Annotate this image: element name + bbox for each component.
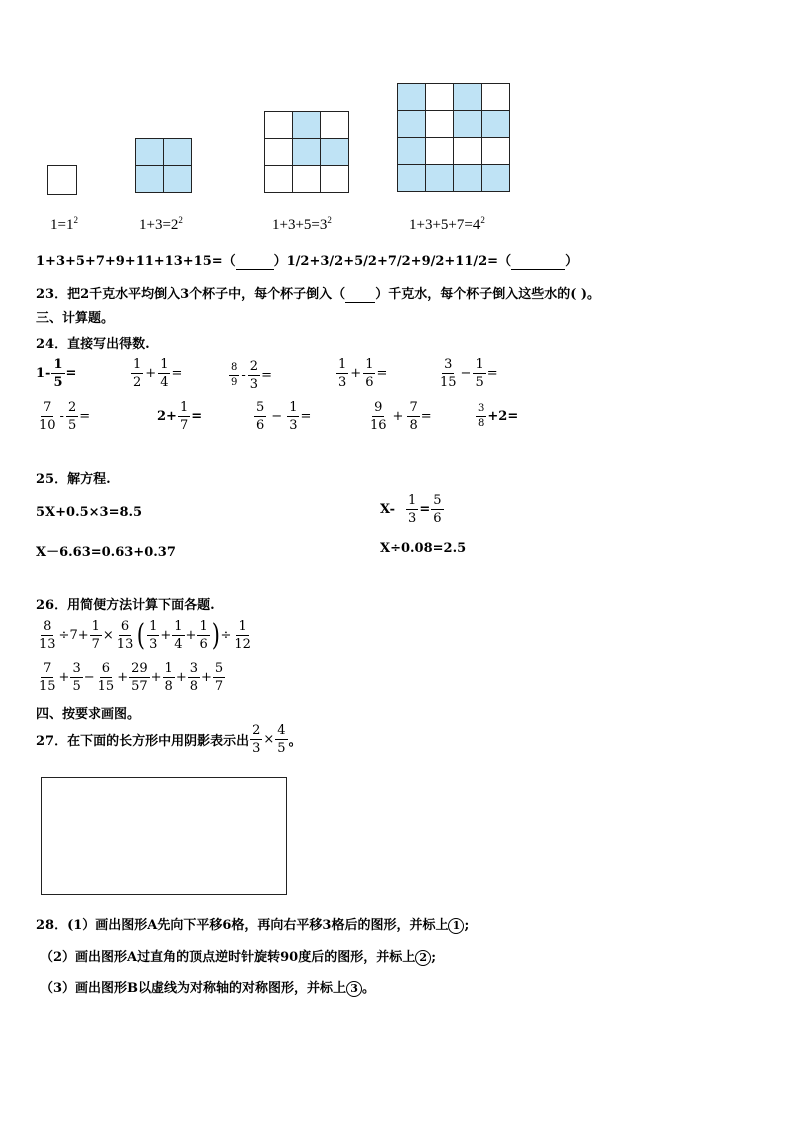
q24-expr-7: 2+ $\frac{1}{7}$ = [157,400,203,433]
question-27: 27．在下面的长方形中用阴影表示出 $\frac{2}{3}$ × $\frac{4}{5}$ 。 [36,723,302,756]
q24-expr-1: 1- $\frac{1}{5}$ = [36,357,77,390]
square-figure-3 [264,111,349,193]
equation-3: X－6.63=0.63+0.37 [36,545,176,560]
caption-4: $1+3+5+7=4^2$ [409,215,485,233]
question-28-part-3: （3）画出图形B以虚线为对称轴的对称图形，并标上 3 。 [40,981,376,996]
q24-expr-8: $\frac{5}{6}$ − $\frac{1}{3}$ = [256,400,312,433]
q24-expr-10: $\frac{3}{8}$ +2= [478,403,519,429]
q26-expr-1: $\frac{8}{13}$ ÷7+ $\frac{1}{7}$ × $\frac{6}{13}$ ( $\frac{1}{3}$ + $\frac{1}{4}$ + $\frac{1}{6}$ ) ÷ $\frac{1}{12}$ [39,617,251,653]
answer-blank[interactable] [345,287,375,303]
q24-expr-6: $\frac{7}{10}$ - $\frac{2}{5}$ = [39,400,91,433]
q24-expr-3: $\frac{8}{9}$ - $\frac{2}{3}$ = [231,359,272,392]
question-24-title: 24．直接写出得数. [36,337,150,352]
square-figure-4 [397,83,510,192]
question-26-title: 26．用简便方法计算下面各题. [36,598,215,613]
drawing-rectangle[interactable] [41,777,287,895]
circled-number-3: 3 [346,981,362,997]
question-28-part-1: 28．(1）画出图形A先向下平移6格，再向右平移3格后的图形，并标上 1 ; [36,918,470,933]
circled-number-1: 1 [448,918,464,934]
q24-expr-2: $\frac{1}{2}$ + $\frac{1}{4}$ = [133,357,183,390]
square-figure-1 [47,165,77,195]
sums-line: 1+3+5+7+9+11+13+15=（ ）1/2+3/2+5/2+7/2+9/2+11/2=（ ） [36,254,579,269]
equation-2: X- $\frac{1}{3}$ = $\frac{5}{6}$ [380,493,442,526]
section-3-heading: 三、计算题。 [36,311,115,326]
q26-expr-2: $\frac{7}{15}$ + $\frac{3}{5}$ − $\frac{6}{15}$ + $\frac{29}{57}$ + $\frac{1}{8}$ + $\frac{3}{8}$ + $\frac{5}{7}$ [39,661,224,694]
equation-4: X÷0.08=2.5 [380,541,467,556]
caption-3: $1+3+5=3^2$ [272,215,332,233]
caption-1: $1=1^2$ [50,215,78,233]
answer-blank[interactable] [236,254,274,270]
answer-blank[interactable] [511,254,565,270]
question-23: 23．把2千克水平均倒入3个杯子中，每个杯子倒入（ ）千克水，每个杯子倒入这些水的( )。 [36,287,601,302]
section-4-heading: 四、按要求画图。 [36,707,141,722]
q24-expr-9: $\frac{9}{16}$ + $\frac{7}{8}$ = [370,400,432,433]
square-figure-2 [135,138,192,193]
q24-expr-4: $\frac{1}{3}$ + $\frac{1}{6}$ = [338,357,388,390]
question-28-part-2: （2）画出图形A过直角的顶点逆时针旋转90度后的图形，并标上 2 ; [40,950,437,965]
question-25-title: 25．解方程. [36,472,111,487]
caption-2: $1+3=2^2$ [139,215,183,233]
q24-expr-5: $\frac{3}{15}$ − $\frac{1}{5}$ = [440,357,498,390]
circled-number-2: 2 [415,950,431,966]
equation-1: 5X+0.5×3=8.5 [36,505,143,520]
